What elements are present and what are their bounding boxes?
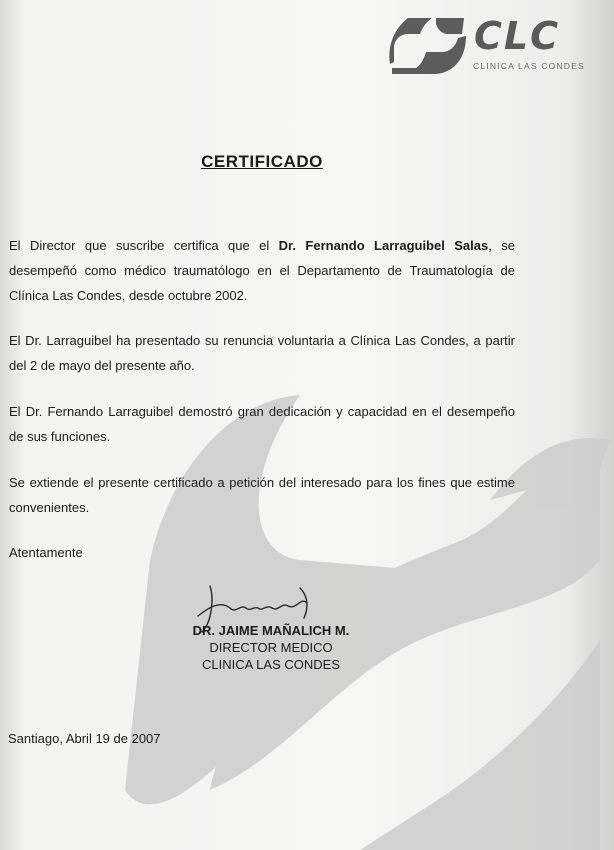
document-date: Santiago, Abril 19 de 2007 [8, 731, 161, 746]
signatory-institution: CLINICA LAS CONDES [202, 657, 340, 672]
signatory-block [176, 622, 366, 673]
doctor-name: Dr. Fernando Larraguibel Salas [278, 238, 489, 253]
signatory-role: DIRECTOR MEDICO [209, 640, 333, 655]
logo-wordmark: CLC [474, 14, 560, 58]
paragraph-1-text-b: , se desempeñó como médico traumatólogo en el Departamento de Traumatología de Clínica Las Condes, desde octubre 2002. [9, 238, 515, 303]
paragraph-2: El Dr. Larraguibel ha presentado su renuncia voluntaria a Clínica Las Condes, a partir del 2 de mayo del presente año. [9, 333, 515, 373]
paragraph-3: El Dr. Fernando Larraguibel demostró gran dedicación y capacidad en el desempeño de sus funciones. [9, 404, 515, 444]
signatory-name: DR. JAIME MAÑALICH M. [192, 623, 350, 638]
paragraph-4: Se extiende el presente certificado a petición del interesado para los fines que estime convenientes. [9, 475, 515, 515]
paragraph-1 [9, 233, 515, 308]
paragraph-1-text-a: El Director que suscribe certifica que el [9, 238, 279, 253]
closing-salutation: Atentamente [9, 545, 83, 560]
document-title: CERTIFICADO [201, 152, 323, 171]
logo-subtitle: CLINICA LAS CONDES [473, 61, 585, 71]
